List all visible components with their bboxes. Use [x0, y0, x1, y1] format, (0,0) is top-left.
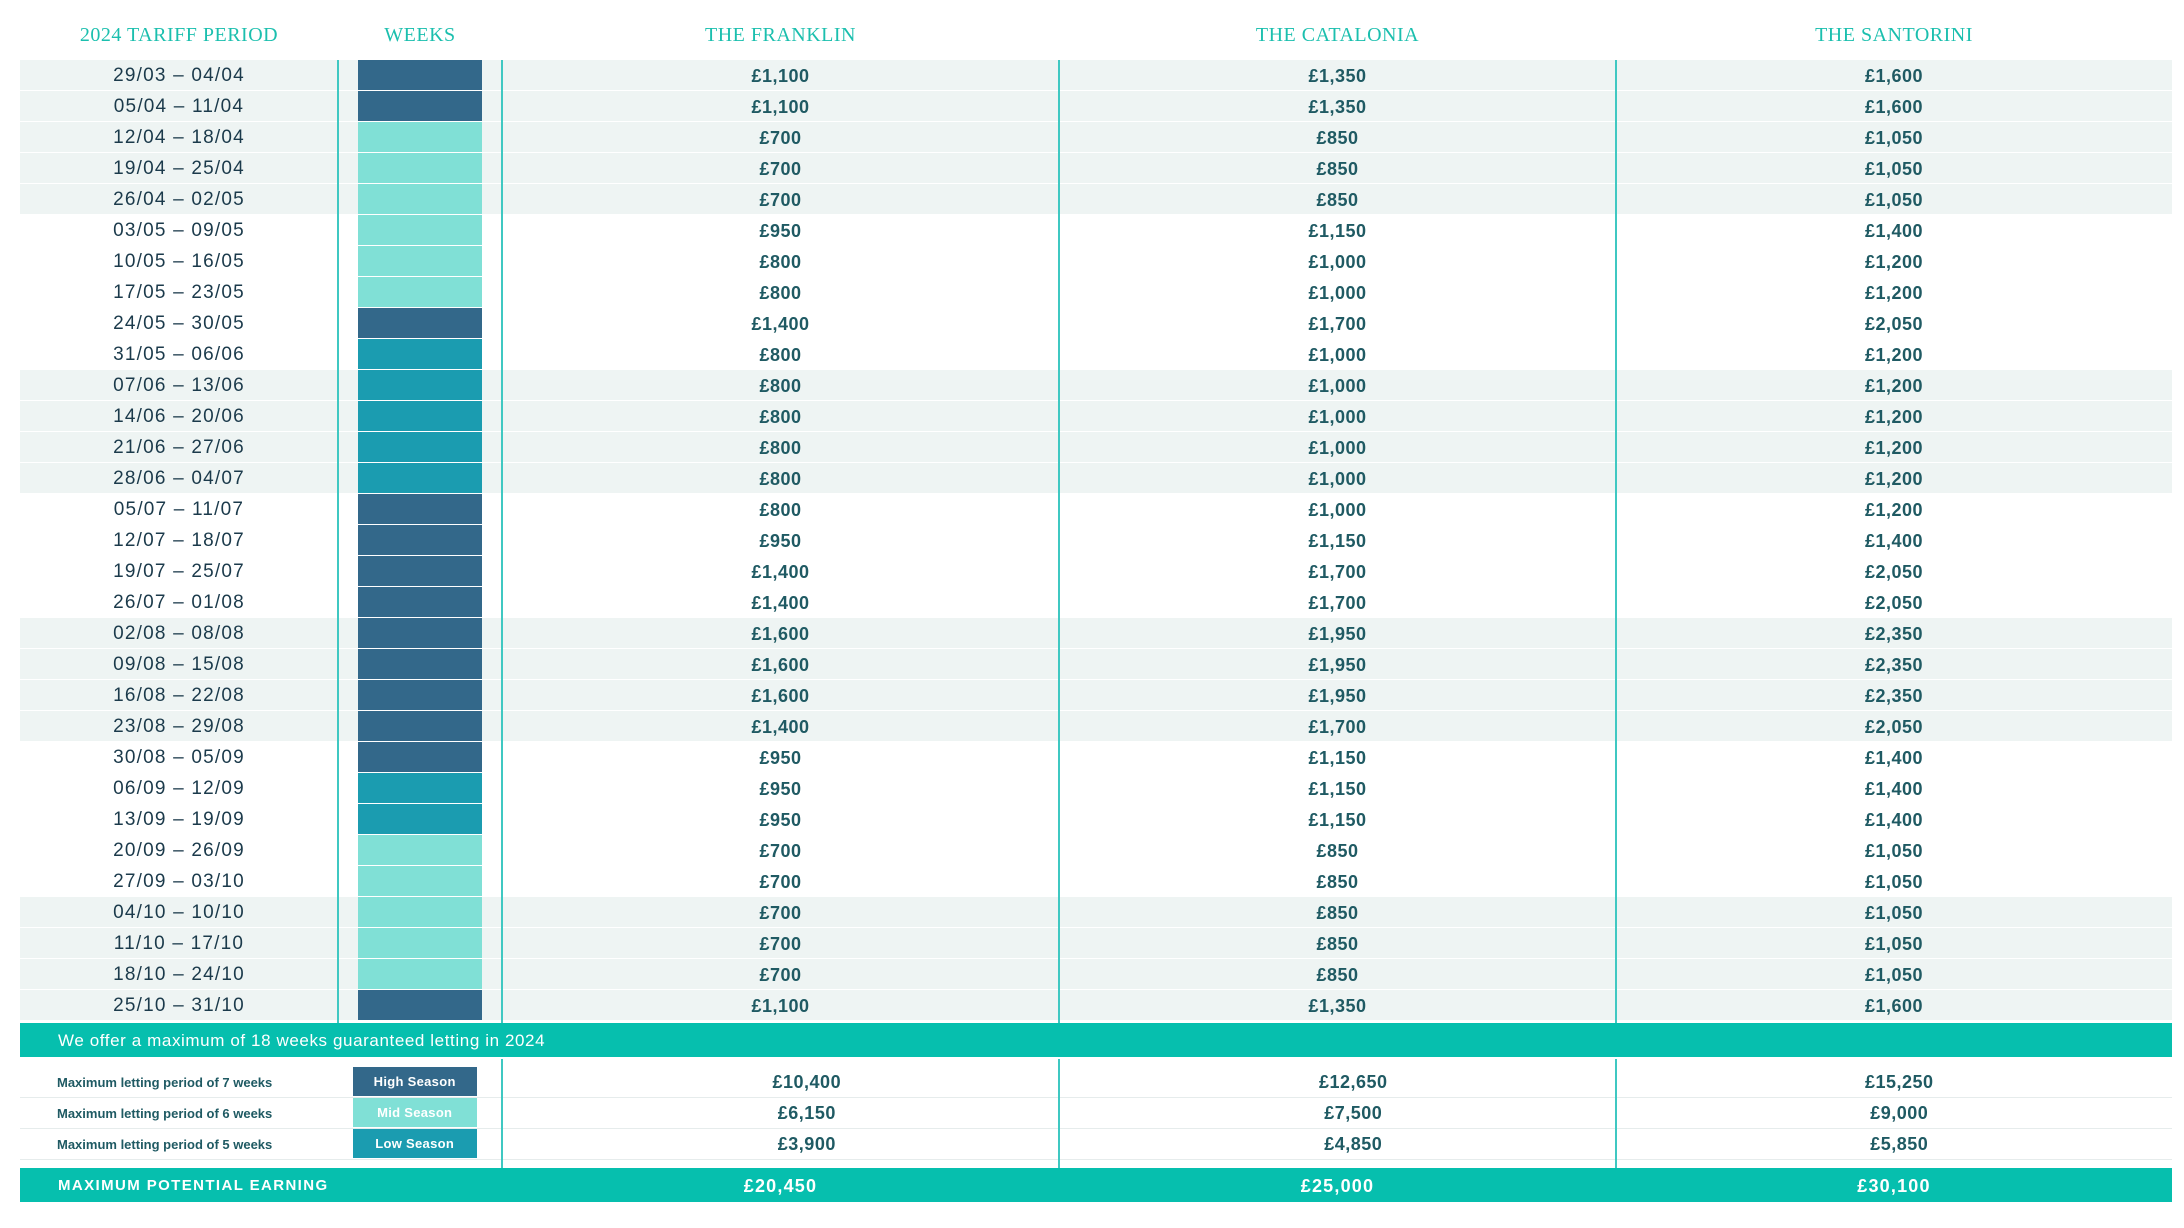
santorini-price-cell: £1,400: [1864, 810, 1924, 830]
santorini-price-cell: £1,050: [1864, 872, 1924, 892]
franklin-price-cell: £950: [759, 810, 802, 830]
table-row: [20, 866, 2172, 897]
season-week-cell: [338, 432, 502, 462]
tariff-period-cell: 25/10 – 31/10: [113, 995, 245, 1016]
season-color-block: [358, 401, 482, 431]
season-color-block: [358, 804, 482, 834]
season-week-cell: [338, 184, 502, 214]
franklin-price-cell: £700: [759, 872, 802, 892]
season-week-cell: [338, 897, 502, 927]
santorini-price-cell: £1,200: [1864, 345, 1924, 365]
catalonia-price-cell: £1,000: [1308, 469, 1367, 489]
tariff-period-cell: 13/09 – 19/09: [113, 809, 245, 830]
catalonia-price-cell: £1,000: [1308, 500, 1367, 520]
franklin-price-cell: £1,400: [751, 562, 810, 582]
header-weeks: WEEKS: [384, 24, 456, 46]
table-row: [20, 184, 2172, 215]
catalonia-price-cell: £1,150: [1308, 810, 1367, 830]
table-row: [20, 401, 2172, 432]
table-row: [20, 153, 2172, 184]
santorini-summary-value: £5,850: [1870, 1134, 1929, 1154]
season-color-block: [358, 618, 482, 648]
season-color-block: [358, 153, 482, 183]
table-row: [20, 773, 2172, 804]
max-earning-santorini: £30,100: [1857, 1176, 1931, 1196]
catalonia-price-cell: £1,000: [1308, 407, 1367, 427]
table-row: [20, 432, 2172, 463]
franklin-price-cell: £950: [759, 779, 802, 799]
santorini-price-cell: £1,200: [1864, 438, 1924, 458]
season-color-block: [358, 742, 482, 772]
franklin-price-cell: £950: [759, 531, 802, 551]
tariff-period-cell: 18/10 – 24/10: [113, 964, 245, 985]
season-week-cell: [338, 463, 502, 493]
season-week-cell: [338, 308, 502, 338]
season-color-block: [358, 91, 482, 121]
tariff-period-cell: 27/09 – 03/10: [113, 871, 245, 892]
season-color-block: [358, 122, 482, 152]
season-week-cell: [338, 215, 502, 245]
santorini-price-cell: £1,200: [1864, 407, 1924, 427]
franklin-price-cell: £700: [759, 841, 802, 861]
table-row: [20, 959, 2172, 990]
santorini-price-cell: £2,050: [1864, 593, 1924, 613]
franklin-price-cell: £800: [759, 345, 802, 365]
season-week-cell: [338, 990, 502, 1020]
franklin-price-cell: £1,100: [751, 66, 810, 86]
tariff-period-cell: 12/07 – 18/07: [113, 530, 245, 551]
tariff-period-cell: 26/07 – 01/08: [113, 592, 245, 613]
season-color-block: [358, 184, 482, 214]
season-color-block: [358, 308, 482, 338]
tariff-period-cell: 05/04 – 11/04: [113, 96, 245, 117]
season-week-cell: [338, 494, 502, 524]
franklin-price-cell: £700: [759, 903, 802, 923]
header-franklin: THE FRANKLIN: [705, 24, 856, 46]
tariff-period-cell: 04/10 – 10/10: [113, 902, 245, 923]
catalonia-price-cell: £1,000: [1308, 438, 1367, 458]
santorini-price-cell: £1,050: [1864, 159, 1924, 179]
season-color-block: [358, 277, 482, 307]
catalonia-price-cell: £1,950: [1308, 686, 1367, 706]
season-color-block: [358, 432, 482, 462]
franklin-price-cell: £700: [759, 934, 802, 954]
season-color-block: [358, 370, 482, 400]
catalonia-price-cell: £1,950: [1308, 655, 1367, 675]
franklin-price-cell: £1,400: [751, 314, 810, 334]
max-earning-label: MAXIMUM POTENTIAL EARNING: [58, 1177, 329, 1194]
season-week-cell: [338, 246, 502, 276]
santorini-price-cell: £1,050: [1864, 965, 1924, 985]
franklin-price-cell: £800: [759, 438, 802, 458]
catalonia-price-cell: £1,700: [1308, 717, 1367, 737]
franklin-price-cell: £800: [759, 407, 802, 427]
franklin-price-cell: £700: [759, 128, 802, 148]
santorini-price-cell: £1,400: [1864, 779, 1924, 799]
santorini-price-cell: £1,600: [1864, 97, 1924, 117]
summary-row: [20, 1098, 2172, 1129]
season-color-block: [358, 773, 482, 803]
catalonia-summary-value: £12,650: [1318, 1072, 1388, 1092]
season-week-cell: [338, 928, 502, 958]
table-row: [20, 897, 2172, 928]
column-divider: [1615, 60, 1617, 1023]
table-row: [20, 60, 2172, 91]
tariff-table: [20, 60, 2172, 1021]
season-week-cell: [338, 153, 502, 183]
catalonia-price-cell: £1,150: [1308, 779, 1367, 799]
season-color-block: [358, 711, 482, 741]
guarantee-banner-text: We offer a maximum of 18 weeks guaranteed letting in 2024: [58, 1031, 546, 1050]
guarantee-banner: [20, 1023, 2172, 1057]
franklin-price-cell: £800: [759, 500, 802, 520]
table-row: [20, 835, 2172, 866]
santorini-price-cell: £1,050: [1864, 934, 1924, 954]
santorini-price-cell: £1,200: [1864, 283, 1924, 303]
santorini-price-cell: £2,050: [1864, 562, 1924, 582]
table-row: [20, 339, 2172, 370]
tariff-period-cell: 05/07 – 11/07: [113, 499, 245, 520]
table-row: [20, 928, 2172, 959]
season-color-block: [358, 835, 482, 865]
column-divider: [337, 60, 339, 1023]
season-color-block: [358, 990, 482, 1020]
santorini-price-cell: £1,200: [1864, 500, 1924, 520]
table-row: [20, 990, 2172, 1021]
catalonia-price-cell: £1,350: [1308, 97, 1367, 117]
santorini-price-cell: £1,050: [1864, 841, 1924, 861]
table-row: [20, 680, 2172, 711]
table-row: [20, 308, 2172, 339]
catalonia-price-cell: £850: [1316, 128, 1359, 148]
season-badge: High Season: [353, 1067, 477, 1096]
franklin-price-cell: £950: [759, 748, 802, 768]
catalonia-summary-value: £4,850: [1324, 1134, 1383, 1154]
season-color-block: [358, 494, 482, 524]
column-divider: [1058, 1059, 1060, 1168]
season-week-cell: [338, 556, 502, 586]
season-week-cell: [338, 401, 502, 431]
tariff-period-cell: 11/10 – 17/10: [113, 933, 245, 954]
season-color-block: [358, 215, 482, 245]
season-color-block: [358, 525, 482, 555]
santorini-price-cell: £1,200: [1864, 469, 1924, 489]
column-divider: [1615, 1059, 1617, 1168]
catalonia-price-cell: £1,000: [1308, 345, 1367, 365]
tariff-period-cell: 02/08 – 08/08: [113, 623, 245, 644]
table-row: [20, 91, 2172, 122]
season-color-block: [358, 680, 482, 710]
season-color-block: [358, 897, 482, 927]
franklin-price-cell: £700: [759, 190, 802, 210]
franklin-price-cell: £700: [759, 159, 802, 179]
tariff-period-cell: 12/04 – 18/04: [113, 127, 245, 148]
season-week-cell: [338, 959, 502, 989]
table-row: [20, 463, 2172, 494]
santorini-price-cell: £1,600: [1864, 66, 1924, 86]
table-row: [20, 556, 2172, 587]
catalonia-price-cell: £850: [1316, 872, 1359, 892]
santorini-price-cell: £1,200: [1864, 376, 1924, 396]
catalonia-price-cell: £850: [1316, 159, 1359, 179]
season-week-cell: [338, 680, 502, 710]
season-week-cell: [338, 835, 502, 865]
letting-period-label: Maximum letting period of 7 weeks: [57, 1075, 273, 1090]
tariff-period-cell: 21/06 – 27/06: [113, 437, 245, 458]
santorini-price-cell: £2,350: [1864, 655, 1924, 675]
season-week-cell: [338, 866, 502, 896]
season-week-cell: [338, 804, 502, 834]
table-row: [20, 246, 2172, 277]
tariff-period-cell: 30/08 – 05/09: [113, 747, 245, 768]
franklin-price-cell: £1,100: [751, 996, 810, 1016]
table-row: [20, 804, 2172, 835]
santorini-price-cell: £2,350: [1864, 686, 1924, 706]
catalonia-price-cell: £850: [1316, 903, 1359, 923]
catalonia-price-cell: £1,000: [1308, 252, 1367, 272]
franklin-price-cell: £1,400: [751, 717, 810, 737]
tariff-period-cell: 28/06 – 04/07: [113, 468, 245, 489]
tariff-period-cell: 31/05 – 06/06: [113, 344, 245, 365]
tariff-period-cell: 19/07 – 25/07: [113, 561, 245, 582]
franklin-price-cell: £700: [759, 965, 802, 985]
catalonia-price-cell: £850: [1316, 965, 1359, 985]
max-earning-catalonia: £25,000: [1300, 1176, 1375, 1196]
season-week-cell: [338, 277, 502, 307]
summary-row: [20, 1067, 2172, 1098]
catalonia-price-cell: £850: [1316, 841, 1359, 861]
max-earning-franklin: £20,450: [743, 1176, 818, 1196]
table-row: [20, 711, 2172, 742]
franklin-summary-value: £6,150: [777, 1103, 836, 1123]
season-color-block: [358, 246, 482, 276]
season-week-cell: [338, 370, 502, 400]
season-color-block: [358, 556, 482, 586]
tariff-period-cell: 07/06 – 13/06: [113, 375, 245, 396]
letting-period-label: Maximum letting period of 6 weeks: [57, 1106, 273, 1121]
franklin-price-cell: £1,100: [751, 97, 810, 117]
franklin-price-cell: £800: [759, 283, 802, 303]
summary-table: [20, 1067, 2172, 1160]
santorini-price-cell: £1,050: [1864, 903, 1924, 923]
tariff-period-cell: 10/05 – 16/05: [113, 251, 245, 272]
franklin-price-cell: £1,600: [751, 655, 810, 675]
season-week-cell: [338, 587, 502, 617]
table-row: [20, 649, 2172, 680]
santorini-summary-value: £15,250: [1864, 1072, 1934, 1092]
tariff-period-cell: 14/06 – 20/06: [113, 406, 245, 427]
catalonia-price-cell: £1,700: [1308, 562, 1367, 582]
season-week-cell: [338, 649, 502, 679]
santorini-price-cell: £1,050: [1864, 190, 1924, 210]
season-week-cell: [338, 711, 502, 741]
catalonia-price-cell: £1,150: [1308, 221, 1367, 241]
santorini-price-cell: £1,400: [1864, 748, 1924, 768]
santorini-price-cell: £1,200: [1864, 252, 1924, 272]
season-color-block: [358, 866, 482, 896]
season-badge-cell: [333, 1067, 534, 1097]
table-row: [20, 618, 2172, 649]
season-badge-cell: [333, 1098, 534, 1128]
header-catalonia: THE CATALONIA: [1255, 24, 1420, 46]
santorini-price-cell: £1,050: [1864, 128, 1924, 148]
season-week-cell: [338, 122, 502, 152]
franklin-price-cell: £800: [759, 469, 802, 489]
catalonia-price-cell: £1,350: [1308, 66, 1367, 86]
column-divider: [501, 60, 503, 1023]
catalonia-price-cell: £850: [1316, 190, 1359, 210]
season-color-block: [358, 339, 482, 369]
catalonia-price-cell: £1,150: [1308, 748, 1367, 768]
season-color-block: [358, 649, 482, 679]
catalonia-price-cell: £1,000: [1308, 283, 1367, 303]
column-divider: [1058, 60, 1060, 1023]
season-week-cell: [338, 339, 502, 369]
santorini-price-cell: £2,050: [1864, 717, 1924, 737]
table-row: [20, 370, 2172, 401]
catalonia-price-cell: £850: [1316, 934, 1359, 954]
season-color-block: [358, 60, 482, 90]
tariff-period-cell: 24/05 – 30/05: [113, 313, 245, 334]
catalonia-price-cell: £1,700: [1308, 314, 1367, 334]
catalonia-price-cell: £1,000: [1308, 376, 1367, 396]
santorini-price-cell: £2,050: [1864, 314, 1924, 334]
table-row: [20, 215, 2172, 246]
header-santorini: THE SANTORINI: [1815, 24, 1973, 46]
letting-period-label: Maximum letting period of 5 weeks: [57, 1137, 273, 1152]
season-week-cell: [338, 618, 502, 648]
franklin-summary-value: £3,900: [777, 1134, 836, 1154]
season-week-cell: [338, 525, 502, 555]
summary-row: [20, 1129, 2172, 1160]
season-badge: Mid Season: [353, 1098, 477, 1127]
catalonia-price-cell: £1,950: [1308, 624, 1367, 644]
santorini-price-cell: £2,350: [1864, 624, 1924, 644]
tariff-period-cell: 20/09 – 26/09: [113, 840, 245, 861]
table-row: [20, 122, 2172, 153]
table-row: [20, 277, 2172, 308]
tariff-period-cell: 09/08 – 15/08: [113, 654, 245, 675]
season-week-cell: [338, 742, 502, 772]
franklin-summary-value: £10,400: [772, 1072, 842, 1092]
catalonia-price-cell: £1,350: [1308, 996, 1367, 1016]
franklin-price-cell: £1,600: [751, 624, 810, 644]
season-week-cell: [338, 91, 502, 121]
column-divider: [501, 1059, 503, 1168]
season-week-cell: [338, 60, 502, 90]
santorini-summary-value: £9,000: [1870, 1103, 1929, 1123]
table-row: [20, 742, 2172, 773]
season-color-block: [358, 463, 482, 493]
season-badge-cell: [333, 1129, 534, 1159]
tariff-period-cell: 19/04 – 25/04: [113, 158, 245, 179]
santorini-price-cell: £1,400: [1864, 531, 1924, 551]
santorini-price-cell: £1,600: [1864, 996, 1924, 1016]
header-tariff-period: 2024 TARIFF PERIOD: [79, 24, 279, 46]
tariff-period-cell: 23/08 – 29/08: [113, 716, 245, 737]
franklin-price-cell: £950: [759, 221, 802, 241]
tariff-period-cell: 17/05 – 23/05: [113, 282, 245, 303]
tariff-period-cell: 06/09 – 12/09: [113, 778, 245, 799]
franklin-price-cell: £800: [759, 376, 802, 396]
catalonia-price-cell: £1,700: [1308, 593, 1367, 613]
table-row: [20, 494, 2172, 525]
season-color-block: [358, 928, 482, 958]
max-earning-banner: [20, 1168, 2172, 1202]
tariff-period-cell: 29/03 – 04/04: [113, 65, 245, 86]
table-row: [20, 587, 2172, 618]
table-row: [20, 525, 2172, 556]
tariff-period-cell: 26/04 – 02/05: [113, 189, 245, 210]
season-week-cell: [338, 773, 502, 803]
season-badge: Low Season: [353, 1129, 477, 1158]
tariff-period-cell: 16/08 – 22/08: [113, 685, 245, 706]
franklin-price-cell: £1,400: [751, 593, 810, 613]
catalonia-price-cell: £1,150: [1308, 531, 1367, 551]
catalonia-summary-value: £7,500: [1324, 1103, 1383, 1123]
santorini-price-cell: £1,400: [1864, 221, 1924, 241]
tariff-period-cell: 03/05 – 09/05: [113, 220, 245, 241]
franklin-price-cell: £1,600: [751, 686, 810, 706]
franklin-price-cell: £800: [759, 252, 802, 272]
season-color-block: [358, 959, 482, 989]
season-color-block: [358, 587, 482, 617]
